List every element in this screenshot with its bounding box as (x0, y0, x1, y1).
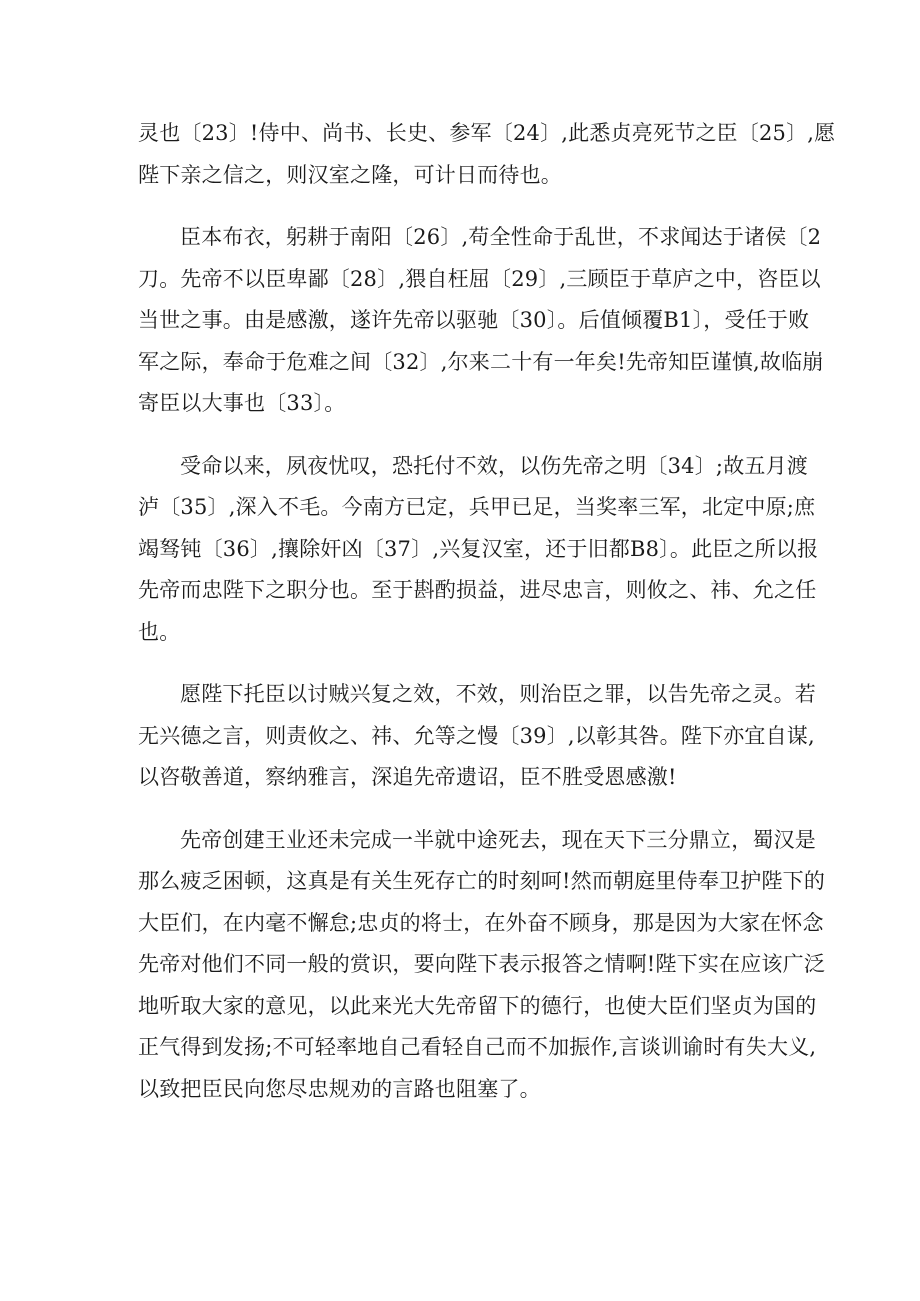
text-line: 受命以来，夙夜忧叹，恐托付不效，以伤先帝之明〔34〕;故五月渡 (180, 453, 808, 478)
paragraph-5 (138, 820, 826, 1111)
text-line: 臣本布衣，躬耕于南阳〔26〕,苟全性命于乱世，不求闻达于诸侯〔2 (180, 225, 822, 249)
text-line: 无兴德之言，则责攸之、祎、允等之慢〔39〕,以彰其咎。陛下亦宜自谋, (138, 723, 815, 748)
paragraph-2 (138, 217, 824, 425)
text-line: 泸〔35〕,深入不毛。今南方已定，兵甲已足，当奖率三军，北定中原;庶 (138, 495, 816, 519)
text-line: 当世之事。由是感激，遂许先帝以驱驰〔30〕。后值倾覆B1〕，受任于败 (138, 308, 810, 332)
paragraph-1 (138, 113, 836, 196)
text-line: 也。 (138, 619, 181, 644)
text-line: 灵也〔23〕!侍中、尚书、长史、参军〔24〕,此悉贞亮死节之臣〔25〕,愿 (138, 121, 836, 145)
paragraph-3 (138, 446, 819, 654)
text-line: 大臣们，在内毫不懈怠;忠贞的将士，在外奋不顾身，那是因为大家在怀念 (138, 910, 824, 935)
text-line: 军之际，奉命于危难之间〔32〕,尔来二十有一年矣!先帝知臣谨慎,故临崩 (138, 349, 824, 374)
text-line: 地听取大家的意见，以此来光大先帝留下的德行，也使大臣们坚贞为国的 (138, 993, 817, 1018)
text-line: 刀。先帝不以臣卑鄙〔28〕,猥自枉屈〔29〕,三顾臣于草庐之中，咨臣以 (138, 266, 821, 291)
text-line: 先帝创建王业还未完成一半就中途死去，现在天下三分鼎立，蜀汉是 (180, 827, 816, 852)
text-line: 那么疲乏困顿，这真是有关生死存亡的时刻呵!然而朝庭里侍奉卫护陛下的 (138, 869, 826, 893)
text-line: 先帝而忠陛下之职分也。至于斟酌损益，进尽忠言，则攸之、祎、允之任 (138, 578, 817, 602)
text-line: 正气得到发扬;不可轻率地自己看轻自己而不加振作,言谈训谕时有失大义, (138, 1035, 817, 1059)
text-line: 以致把臣民向您尽忠规劝的言路也阻塞了。 (138, 1076, 541, 1101)
document-body (138, 113, 836, 1131)
paragraph-4 (138, 674, 816, 799)
text-line: 寄臣以大事也〔33〕。 (138, 391, 346, 415)
text-line: 先帝对他们不同一般的赏识，要向陛下表示报答之情啊!陛下实在应该广泛 (138, 952, 826, 976)
text-line: 愿陛下托臣以讨贼兴复之效，不效，则治臣之罪，以告先帝之灵。若 (180, 682, 816, 706)
text-line: 以咨敬善道，察纳雅言，深追先帝遗诏，臣不胜受恩感激! (138, 765, 677, 789)
text-line: 陛下亲之信之，则汉室之隆，可计日而待也。 (138, 162, 562, 187)
text-line: 竭驽钝〔36〕,攘除奸凶〔37〕,兴复汉室，还于旧都B8〕。此臣之所以报 (138, 536, 819, 561)
